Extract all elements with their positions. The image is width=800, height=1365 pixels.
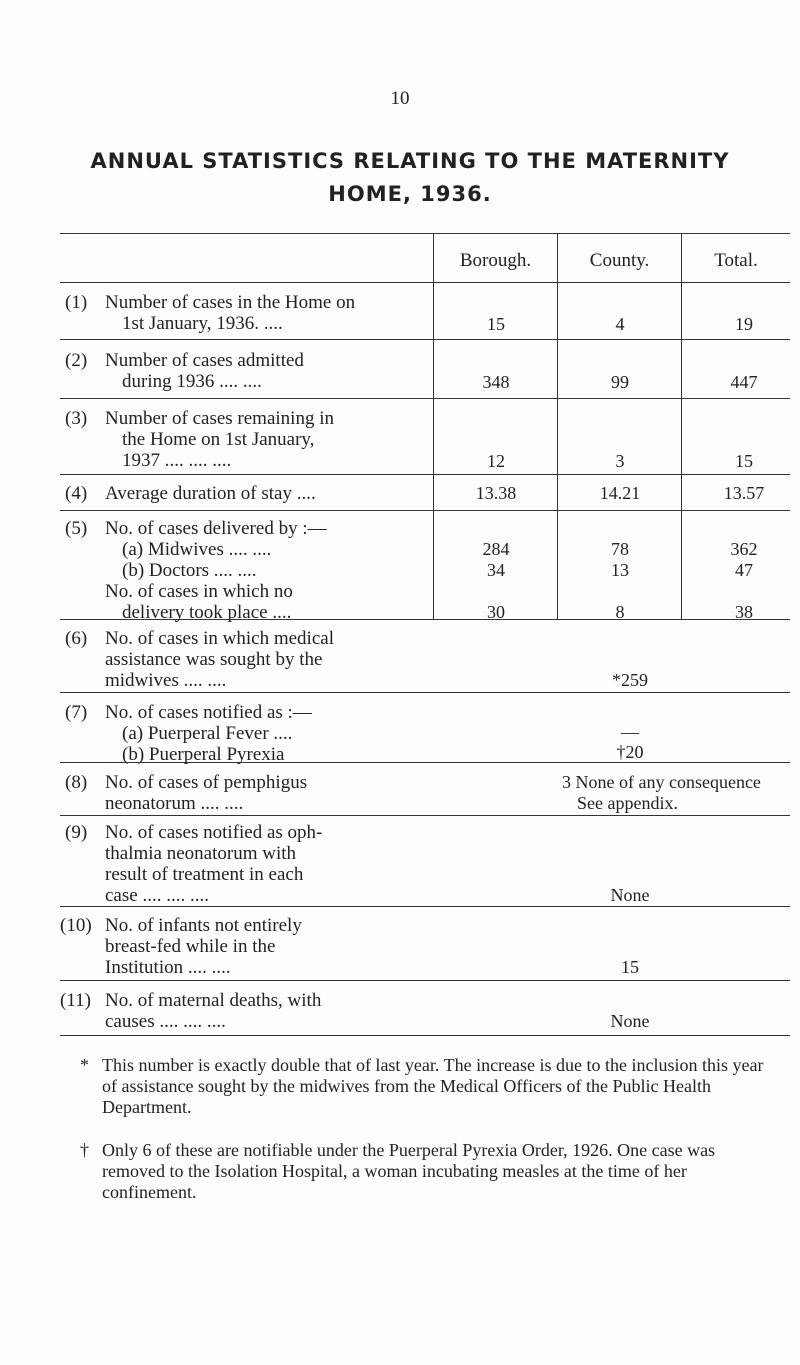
row-6-number: (6) bbox=[65, 628, 88, 649]
page-title bbox=[60, 145, 760, 211]
row-7b-value: †20 bbox=[616, 742, 644, 762]
title-line-1: ANNUAL STATISTICS RELATING TO THE MATERNITY bbox=[90, 149, 730, 173]
row-4-county: 14.21 bbox=[599, 483, 641, 503]
column-header-borough: Borough. bbox=[459, 250, 532, 271]
row-2-number: (2) bbox=[65, 350, 88, 371]
row-3-total: 15 bbox=[735, 451, 753, 471]
row-4-borough: 13.38 bbox=[475, 483, 517, 503]
row-7a-value: — bbox=[621, 722, 639, 742]
row-10-value: 15 bbox=[621, 957, 639, 977]
row-5b-total: 47 bbox=[735, 560, 753, 580]
row-2-total: 447 bbox=[730, 372, 758, 392]
row-5b-county: 13 bbox=[611, 560, 629, 580]
row-3-county: 3 bbox=[615, 451, 625, 471]
row-1-borough: 15 bbox=[487, 314, 505, 334]
row-3-borough: 12 bbox=[487, 451, 505, 471]
column-divider bbox=[433, 233, 434, 619]
row-10-number: (10) bbox=[60, 915, 92, 936]
row-4-number: (4) bbox=[65, 483, 88, 504]
row-rule bbox=[60, 980, 790, 981]
row-5c-total: 38 bbox=[735, 602, 753, 622]
row-5-label: No. of cases delivered by :— (a) Midwives .... .... (b) Doctors .... .... No. of cases in which no delivery took place .... bbox=[105, 518, 327, 623]
row-1-number: (1) bbox=[65, 292, 88, 313]
row-1-total: 19 bbox=[735, 314, 753, 334]
row-8-value: 3 None of any consequence See appendix. bbox=[562, 772, 761, 813]
footnote-text: Only 6 of these are notifiable under the Puerperal Pyrexia Order, 1926. One case was removed to the Isolation Hospital, a woman incubating measles at the time of her confinement. bbox=[102, 1140, 716, 1202]
table-bottom-rule bbox=[60, 1035, 790, 1036]
row-5c-county: 8 bbox=[615, 602, 625, 622]
row-5a-county: 78 bbox=[611, 539, 629, 559]
row-1-county: 4 bbox=[615, 314, 625, 334]
column-header-total: Total. bbox=[714, 250, 758, 271]
row-5a-borough: 284 bbox=[482, 539, 510, 559]
row-7-label: No. of cases notified as :— (a) Puerperal Fever .... (b) Puerperal Pyrexia bbox=[105, 702, 312, 765]
row-2-borough: 348 bbox=[482, 372, 510, 392]
row-rule bbox=[60, 906, 790, 907]
row-4-label: Average duration of stay .... bbox=[105, 483, 316, 504]
row-10-label: No. of infants not entirely breast-fed while in the Institution .... .... bbox=[105, 915, 302, 978]
row-7-number: (7) bbox=[65, 702, 88, 723]
row-8-number: (8) bbox=[65, 772, 88, 793]
row-rule bbox=[60, 692, 790, 693]
row-5-number: (5) bbox=[65, 518, 88, 539]
row-5c-borough: 30 bbox=[487, 602, 505, 622]
footnote-mark: * bbox=[80, 1055, 89, 1075]
title-line-2: HOME, 1936. bbox=[328, 182, 492, 206]
row-9-label: No. of cases notified as oph- thalmia neonatorum with result of treatment in each case .... .... .... bbox=[105, 822, 323, 906]
row-11-number: (11) bbox=[60, 990, 91, 1011]
column-divider bbox=[681, 233, 682, 619]
row-6-value: *259 bbox=[612, 670, 648, 690]
row-3-label: Number of cases remaining in the Home on 1st January, 1937 .... .... .... bbox=[105, 408, 334, 471]
column-header-county: County. bbox=[589, 250, 650, 271]
row-1-label: Number of cases in the Home on 1st January, 1936. .... bbox=[105, 292, 356, 334]
row-4-total: 13.57 bbox=[723, 483, 765, 503]
row-8-label: No. of cases of pemphigus neonatorum .... .... bbox=[105, 772, 308, 814]
row-11-value: None bbox=[610, 1011, 650, 1031]
footnote-text: This number is exactly double that of last year. The increase is due to the inclusion this year of assistance sought by the midwives from the Medical Officers of the Public Health Department. bbox=[102, 1055, 764, 1117]
row-9-number: (9) bbox=[65, 822, 88, 843]
row-rule bbox=[60, 815, 790, 816]
row-3-number: (3) bbox=[65, 408, 88, 429]
row-11-label: No. of maternal deaths, with causes .... .... .... bbox=[105, 990, 322, 1032]
row-5a-total: 362 bbox=[730, 539, 758, 559]
footnote-dagger bbox=[80, 1140, 780, 1203]
column-divider bbox=[557, 233, 558, 619]
row-5b-borough: 34 bbox=[487, 560, 505, 580]
footnote-asterisk bbox=[80, 1055, 780, 1118]
row-9-value: None bbox=[610, 885, 650, 905]
footnote-mark: † bbox=[80, 1140, 89, 1160]
row-2-label: Number of cases admitted during 1936 .... .... bbox=[105, 350, 304, 392]
page-number: 10 bbox=[390, 88, 410, 109]
row-2-county: 99 bbox=[611, 372, 629, 392]
row-6-label: No. of cases in which medical assistance was sought by the midwives .... .... bbox=[105, 628, 334, 691]
